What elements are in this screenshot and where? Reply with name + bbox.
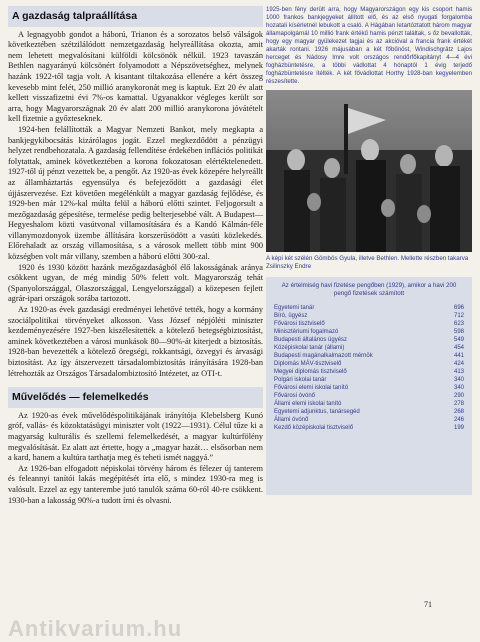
salary-row bbox=[266, 368, 472, 376]
historical-photo bbox=[266, 90, 472, 252]
salary-row bbox=[266, 416, 472, 424]
salary-label: Bíró, ügyész bbox=[274, 312, 308, 319]
photo-caption: A képi két szélén Gömbös Gyula, illetve Bethlen. Mellette részben takarva Zsilinszky Endre bbox=[266, 254, 469, 270]
salary-row bbox=[266, 328, 472, 336]
salary-value: 441 bbox=[453, 352, 464, 359]
salary-value: 454 bbox=[453, 344, 464, 351]
salary-value: 340 bbox=[453, 376, 464, 383]
salary-label: Középiskolai tanár (állami) bbox=[274, 344, 345, 351]
salary-row bbox=[266, 344, 472, 352]
salary-label: Diplomás MÁV-tisztviselő bbox=[274, 360, 342, 367]
salary-label: Fővárosi elemi iskolai tanító bbox=[274, 385, 349, 391]
salary-label: Polgári iskolai tanár bbox=[274, 376, 327, 383]
salary-label: Budapesti magánalkalmazott mérnök bbox=[274, 352, 373, 359]
section-heading-culture: Művelődés — felemelkedés bbox=[8, 387, 263, 408]
paragraph: A legnagyobb gondot a háború, Trianon és a sorozatos belső válságok következtében szétzilálódott nemzetgazdaság helyreállítása okozta, amit nem lehetett megvalósítani külföldi kölcsönök nélkül. 1923 tavaszán Bethlen nagyarányú kölcsönért folyamodott a Népszövetséghez, melynek hazánk 1922-től tagja volt. A kisantant tiltakozása ellenére a kért összeg kevesebb mint felét, 250 millió aranykoronát meg is kaptuk. Ezt 20 év alatt kellett visszafizetni évi 7%-os kamattal. Ugyanakkor végleges került sor arra, hogy Magyarországnak 20 év alatt 200 millió aranykorona jóvátételt kell fizetnie a győzteseknek. bbox=[8, 29, 263, 124]
salary-label: Kezdő középiskolai tisztviselő bbox=[274, 425, 354, 432]
salary-value: 268 bbox=[453, 409, 464, 416]
main-text-column bbox=[8, 6, 263, 506]
paragraph: Az 1920-as évek művelődéspolitikájának irányítója Klebelsberg Kunó gróf, vallás- és közoktatásügyi miniszter volt (1922—1931). Célul tűze ki a magyarság kulturális és szellemi felemelkedését, a magyar kultúrfölény megvalósítását. Ez alatt azt értette, hogy a „magyar hazát… elsősorban nem a kard, hanem a kultúra tarthatja meg és teheti ismét naggyá.” bbox=[8, 410, 263, 463]
salary-row bbox=[266, 424, 472, 432]
salary-row bbox=[266, 408, 472, 416]
salary-table bbox=[266, 277, 472, 495]
salary-label: Megyei diplomás tisztviselő bbox=[274, 368, 347, 375]
salary-row bbox=[266, 392, 472, 400]
salary-value: 278 bbox=[453, 401, 464, 408]
paragraph: 1920 és 1930 között hazánk mezőgazdaságból élő lakosságának aránya csökkent ugyan, de még mindig 50% felett volt. Magyarország tehát (Spanyolországgal, Olaszországgal, Lengyelországgal) a közepesen fejlett agrár-ipari országok sorába tartozott. bbox=[8, 262, 263, 304]
salary-table-rows bbox=[266, 304, 472, 433]
salary-row bbox=[266, 376, 472, 384]
salary-table-title: Az értelmiség havi fizetése pengőben (1929), amikor a havi 200 pengő fizetések számított bbox=[281, 281, 457, 297]
salary-value: 424 bbox=[453, 360, 464, 367]
salary-row bbox=[266, 320, 472, 328]
paragraph: Az 1920-as évek gazdasági eredményei lehetővé tették, hogy a kormány szociálpolitikai törvényeket alkosson. Vass József népjóléti miniszter kezdeményezésére 1927-ben kiszélesítették a kötelező betegségbiztosítást, aminek következtében a városi munkások 80—90%-át kiterjedt a biztosítás. 1928-ban bevezették a kötelező öregségi, rokkantsági, özvegyi és árvasági biztosítást. Az így átszervezett társadalombiztosítás irányítására 1928-ban létrehozták az Országos Társadalombiztosító Intézetet, az OTI-t. bbox=[8, 305, 263, 378]
salary-value: 696 bbox=[453, 304, 464, 311]
salary-row bbox=[266, 336, 472, 344]
watermark: Antikvarium.hu bbox=[8, 616, 183, 641]
salary-value: 549 bbox=[453, 336, 464, 343]
salary-label: Állami elemi iskolai tanító bbox=[274, 401, 342, 408]
salary-value: 340 bbox=[453, 385, 464, 391]
salary-row bbox=[266, 352, 472, 360]
paragraph: Az 1926-ban elfogadott népiskolai törvény három és félezer új tanterem és feleannyi tanítói lakás megépítését írta elő, s mindez 1930-ra meg is valósult. Ezzel az egy tanterembe jutó tanulók száma 60-ról 40-re csökkent. 1930-ban a lakosság 90%-a tudott írni és olvasni. bbox=[8, 463, 263, 505]
salary-value: 623 bbox=[453, 320, 464, 327]
salary-label: Fővárosi óvónő bbox=[274, 393, 316, 400]
salary-value: 598 bbox=[453, 328, 464, 335]
salary-label: Fővárosi tisztviselő bbox=[274, 320, 325, 327]
salary-row bbox=[266, 312, 472, 320]
salary-value: 712 bbox=[453, 312, 464, 319]
paragraph: 1924-ben felállították a Magyar Nemzeti Bankot, mely megkapta a bankjegykibocsátás kizárólagos jogát. Ezzel megkezdődött a pénzügyi helyzet rendbehozatala. A gazdaság fellendítése érdekében inflációs politikát folytattak, aminek következtében a korona fokozatosan elértéktelenedett. 1927-től új pénzt vezettek be, a pengőt. Az 1920-as évek közepére helyreállt az államháztartás egyensúlya és befejeződött a gazdasági élet újjászervezése. Ezt követően megélénkült a magyar gazdaság fejlődése, és 1929-ben már 12%-kal múlta felül a háború előtti szintet. Feljogorsult a mezőgazdaság gépesítése, termelése pedig belterjesebbé vált. A Budapest—Hegyeshalom közti vasútvonal villamosítására és a Kandó Kálmán-féle villanymozdonyok üzembe állítására korszerűsödött a vasúti közlekedés. Előrehaladt az ország villamosítása, s a városok mellett több mint 900 községben volt már villany, szemben a háború előtti 300-zal. bbox=[8, 124, 263, 262]
salary-row bbox=[266, 360, 472, 368]
sidebar-column bbox=[266, 6, 472, 495]
salary-value: 199 bbox=[453, 425, 464, 432]
salary-value: 290 bbox=[453, 393, 464, 400]
salary-row bbox=[266, 384, 472, 392]
salary-value: 246 bbox=[453, 417, 464, 424]
sidebar-note: 1925-ben fény derült arra, hogy Magyarországon egy kis csoport hamis 1000 frankos bankjegyeket állított elő, és az első nyugati forgalomba hozatali kísérletnél lebukott a csaló. A Hágában letartóztatott három magyar államapolgárnál 10 millió frank értékű hamis pénzt találtak, s őz bevallották, hogy egy magyar gyülekezet tagjai és az akcióval a francia frank értékét akarták rontani. 1926 májusában a két főbűnöst, Windischgrätz Lajos herceget és Nádosy Imre volt országos rendőrfőkapitányt 4—4 évi fogházbüntetésre, a többi vádlottat 4 hónaptól 1 évig terjedő fogházbüntetésre ítélték. A két fővádlottat Horthy 1928-ban kegyelemben részesítette. bbox=[266, 6, 472, 85]
page-number: 71 bbox=[424, 600, 432, 609]
salary-row bbox=[266, 304, 472, 312]
section-heading-economy: A gazdaság talpraállítása bbox=[8, 6, 263, 27]
salary-label: Egyetemi adjunktus, tanársegéd bbox=[274, 409, 360, 416]
salary-value: 413 bbox=[453, 368, 464, 375]
salary-label: Budapesti általános ügyész bbox=[274, 336, 348, 343]
salary-label: Egyetemi tanár bbox=[274, 304, 315, 311]
salary-label: Minisztériumi fogalmazó bbox=[274, 328, 339, 335]
photo-illustration bbox=[266, 90, 472, 252]
salary-label: Állami óvónő bbox=[274, 417, 309, 424]
salary-row bbox=[266, 400, 472, 408]
